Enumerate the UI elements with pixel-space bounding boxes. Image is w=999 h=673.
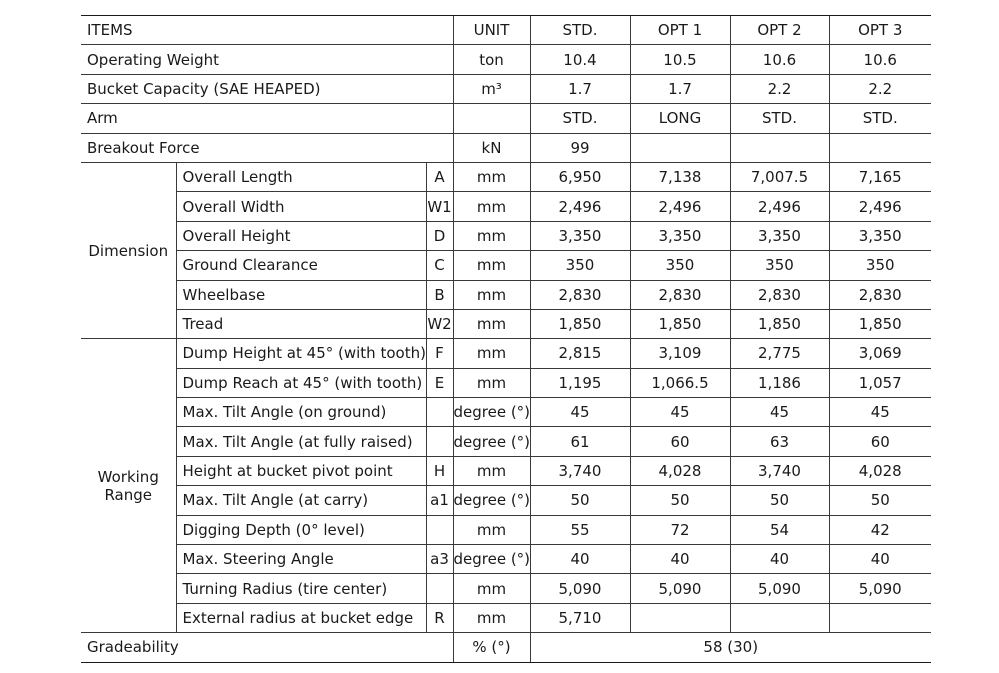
- value-cell: 2,496: [630, 192, 730, 221]
- header-opt3: OPT 3: [829, 16, 931, 45]
- code-cell: B: [426, 280, 453, 309]
- value-cell: 3,740: [730, 456, 829, 485]
- value-cell: 4,028: [829, 456, 931, 485]
- value-cell: 1.7: [630, 74, 730, 103]
- value-cell: 99: [530, 133, 630, 162]
- item-label: Overall Width: [176, 192, 426, 221]
- item-label: Max. Tilt Angle (on ground): [176, 398, 426, 427]
- value-cell: 60: [630, 427, 730, 456]
- value-cell: 1,066.5: [630, 368, 730, 397]
- value-cell: 40: [730, 545, 829, 574]
- table-row: [81, 251, 931, 280]
- value-cell: 1.7: [530, 74, 630, 103]
- value-cell: 72: [630, 515, 730, 544]
- table-row: [81, 456, 931, 485]
- value-cell: 2,830: [530, 280, 630, 309]
- unit-cell: mm: [453, 515, 530, 544]
- unit-cell: mm: [453, 221, 530, 250]
- value-cell: 42: [829, 515, 931, 544]
- value-cell: 40: [829, 545, 931, 574]
- gradeability-unit: % (°): [453, 633, 530, 662]
- value-cell: 5,090: [730, 574, 829, 603]
- code-cell: [426, 427, 453, 456]
- value-cell: 7,165: [829, 162, 931, 191]
- group-label-dimension: Dimension: [81, 162, 176, 338]
- value-cell: 60: [829, 427, 931, 456]
- value-cell: 1,850: [530, 309, 630, 338]
- item-label: Ground Clearance: [176, 251, 426, 280]
- item-label: Wheelbase: [176, 280, 426, 309]
- value-cell: 45: [829, 398, 931, 427]
- unit-cell: m³: [453, 74, 530, 103]
- table-row: [81, 280, 931, 309]
- unit-cell: mm: [453, 456, 530, 485]
- value-cell: 40: [630, 545, 730, 574]
- gradeability-value: 58 (30): [530, 633, 931, 662]
- item-label: Dump Reach at 45° (with tooth): [176, 368, 426, 397]
- unit-cell: mm: [453, 309, 530, 338]
- value-cell: 55: [530, 515, 630, 544]
- value-cell: 3,350: [730, 221, 829, 250]
- value-cell: 1,186: [730, 368, 829, 397]
- value-cell: 63: [730, 427, 829, 456]
- unit-cell: mm: [453, 368, 530, 397]
- table-row: [81, 486, 931, 515]
- value-cell: 50: [630, 486, 730, 515]
- value-cell: [730, 603, 829, 632]
- unit-cell: degree (°): [453, 545, 530, 574]
- value-cell: 2,830: [730, 280, 829, 309]
- table-row: [81, 427, 931, 456]
- table-row: [81, 574, 931, 603]
- code-cell: E: [426, 368, 453, 397]
- header-unit: UNIT: [453, 16, 530, 45]
- table-row: [81, 398, 931, 427]
- gradeability-row: [81, 633, 931, 662]
- group-label-working-range: Working Range: [81, 339, 176, 633]
- item-label: Overall Length: [176, 162, 426, 191]
- value-cell: 5,090: [630, 574, 730, 603]
- code-cell: R: [426, 603, 453, 632]
- table-row: [81, 309, 931, 338]
- item-label: Turning Radius (tire center): [176, 574, 426, 603]
- value-cell: 50: [730, 486, 829, 515]
- value-cell: 45: [730, 398, 829, 427]
- value-cell: 5,090: [530, 574, 630, 603]
- table-row: [81, 192, 931, 221]
- unit-cell: mm: [453, 574, 530, 603]
- item-label: Breakout Force: [81, 133, 453, 162]
- value-cell: 3,350: [630, 221, 730, 250]
- code-cell: C: [426, 251, 453, 280]
- code-cell: [426, 574, 453, 603]
- table-row: [81, 339, 931, 368]
- item-label: Overall Height: [176, 221, 426, 250]
- value-cell: [829, 133, 931, 162]
- unit-cell: mm: [453, 603, 530, 632]
- value-cell: 1,195: [530, 368, 630, 397]
- value-cell: 50: [530, 486, 630, 515]
- value-cell: 2,496: [829, 192, 931, 221]
- value-cell: 6,950: [530, 162, 630, 191]
- unit-cell: degree (°): [453, 427, 530, 456]
- item-label: Arm: [81, 104, 453, 133]
- table-row: [81, 603, 931, 632]
- code-cell: a3: [426, 545, 453, 574]
- value-cell: 54: [730, 515, 829, 544]
- spec-table: [81, 15, 931, 663]
- unit-cell: mm: [453, 162, 530, 191]
- unit-cell: mm: [453, 339, 530, 368]
- value-cell: 1,850: [630, 309, 730, 338]
- value-cell: 3,740: [530, 456, 630, 485]
- value-cell: 350: [829, 251, 931, 280]
- header-opt1: OPT 1: [630, 16, 730, 45]
- value-cell: 2,830: [829, 280, 931, 309]
- table-row: [81, 515, 931, 544]
- unit-cell: kN: [453, 133, 530, 162]
- code-cell: a1: [426, 486, 453, 515]
- unit-cell: [453, 104, 530, 133]
- value-cell: 10.6: [730, 45, 829, 74]
- item-label: Digging Depth (0° level): [176, 515, 426, 544]
- value-cell: 2,815: [530, 339, 630, 368]
- item-label: External radius at bucket edge: [176, 603, 426, 632]
- value-cell: 50: [829, 486, 931, 515]
- value-cell: 2.2: [730, 74, 829, 103]
- table-row: [81, 133, 931, 162]
- value-cell: 1,057: [829, 368, 931, 397]
- unit-cell: mm: [453, 192, 530, 221]
- item-label: Operating Weight: [81, 45, 453, 74]
- value-cell: 2,775: [730, 339, 829, 368]
- item-label: Tread: [176, 309, 426, 338]
- value-cell: 350: [630, 251, 730, 280]
- value-cell: [630, 133, 730, 162]
- table-row: [81, 74, 931, 103]
- value-cell: 2,496: [730, 192, 829, 221]
- unit-cell: degree (°): [453, 398, 530, 427]
- header-items: ITEMS: [81, 16, 453, 45]
- value-cell: 7,138: [630, 162, 730, 191]
- item-label: Bucket Capacity (SAE HEAPED): [81, 74, 453, 103]
- unit-cell: degree (°): [453, 486, 530, 515]
- value-cell: 5,090: [829, 574, 931, 603]
- value-cell: 10.6: [829, 45, 931, 74]
- item-label: Max. Tilt Angle (at fully raised): [176, 427, 426, 456]
- value-cell: 3,350: [530, 221, 630, 250]
- value-cell: [829, 603, 931, 632]
- value-cell: 45: [530, 398, 630, 427]
- unit-cell: mm: [453, 251, 530, 280]
- value-cell: LONG: [630, 104, 730, 133]
- unit-cell: ton: [453, 45, 530, 74]
- value-cell: [630, 603, 730, 632]
- value-cell: 1,850: [829, 309, 931, 338]
- code-cell: A: [426, 162, 453, 191]
- value-cell: 3,109: [630, 339, 730, 368]
- value-cell: 5,710: [530, 603, 630, 632]
- header-std: STD.: [530, 16, 630, 45]
- value-cell: 350: [730, 251, 829, 280]
- value-cell: 3,350: [829, 221, 931, 250]
- value-cell: STD.: [530, 104, 630, 133]
- value-cell: 40: [530, 545, 630, 574]
- value-cell: 10.4: [530, 45, 630, 74]
- value-cell: 1,850: [730, 309, 829, 338]
- table-row: [81, 368, 931, 397]
- value-cell: 7,007.5: [730, 162, 829, 191]
- table-row: [81, 45, 931, 74]
- code-cell: D: [426, 221, 453, 250]
- value-cell: 2,830: [630, 280, 730, 309]
- value-cell: 61: [530, 427, 630, 456]
- code-cell: W2: [426, 309, 453, 338]
- item-label: Max. Tilt Angle (at carry): [176, 486, 426, 515]
- table-row: [81, 221, 931, 250]
- value-cell: STD.: [829, 104, 931, 133]
- value-cell: 4,028: [630, 456, 730, 485]
- value-cell: STD.: [730, 104, 829, 133]
- value-cell: 350: [530, 251, 630, 280]
- table-row: [81, 162, 931, 191]
- code-cell: [426, 515, 453, 544]
- gradeability-label: Gradeability: [81, 633, 453, 662]
- value-cell: 45: [630, 398, 730, 427]
- table-row: [81, 104, 931, 133]
- value-cell: 2.2: [829, 74, 931, 103]
- value-cell: 2,496: [530, 192, 630, 221]
- code-cell: H: [426, 456, 453, 485]
- header-row: [81, 16, 931, 45]
- code-cell: F: [426, 339, 453, 368]
- value-cell: [730, 133, 829, 162]
- item-label: Height at bucket pivot point: [176, 456, 426, 485]
- item-label: Max. Steering Angle: [176, 545, 426, 574]
- value-cell: 10.5: [630, 45, 730, 74]
- code-cell: W1: [426, 192, 453, 221]
- table-row: [81, 545, 931, 574]
- header-opt2: OPT 2: [730, 16, 829, 45]
- code-cell: [426, 398, 453, 427]
- value-cell: 3,069: [829, 339, 931, 368]
- unit-cell: mm: [453, 280, 530, 309]
- item-label: Dump Height at 45° (with tooth): [176, 339, 426, 368]
